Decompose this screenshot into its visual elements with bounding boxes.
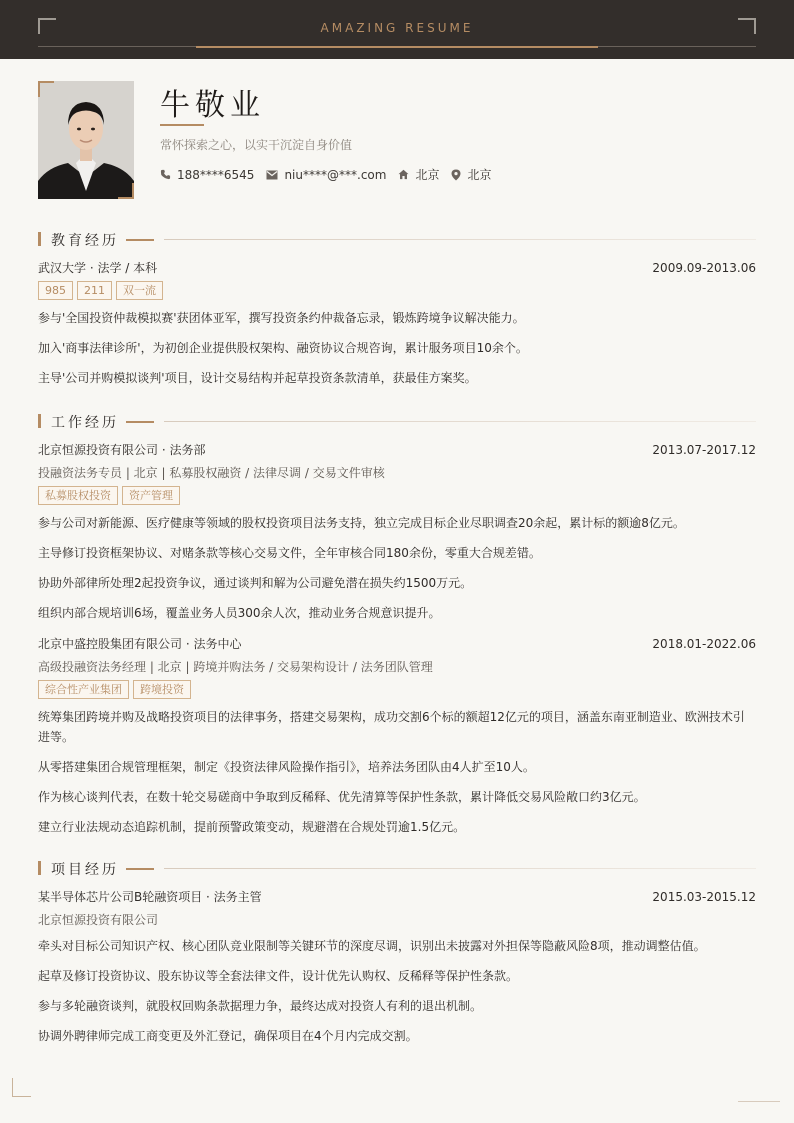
bullet-item: 主导修订投资框架协议、对赌条款等核心交易文件，全年审核合同180余份，零重大合规差错。 [38,546,541,560]
candidate-name: 牛敬业 [160,88,265,123]
bullet-item: 起草及修订投资协议、股东协议等全套法律文件，设计优先认购权、反稀释等保护性条款。 [38,969,519,983]
contact-location-text: 北京 [467,168,492,182]
bullet-item: 加入'商事法律诊所'，为初创企业提供股权架构、融资协议合规咨询，累计服务项目10余个。 [38,341,528,355]
mail-icon [266,170,278,180]
bullet-item: 参与公司对新能源、医疗健康等领域的股权投资项目法务支持，独立完成目标企业尽职调查20余起，累计标的额逾8亿元。 [38,516,685,530]
section-marker [38,414,41,428]
entry-org: 某半导体芯片公司B轮融资项目 · 法务主管 [38,890,262,904]
tag: 综合性产业集团 [38,680,129,699]
contact-email-text: niu****@***.com [284,167,387,182]
bullet-item: 从零搭建集团合规管理框架，制定《投资法律风险操作指引》，培养法务团队由4人扩至10人。 [38,760,535,774]
contact-phone-text: 188****6545 [177,167,255,182]
project-entry [38,888,756,1046]
corner-decoration [12,1078,31,1097]
section-divider [164,421,756,422]
tag: 资产管理 [122,486,180,505]
entry-date: 2009.09-2013.06 [652,261,756,275]
section-title: 教育经历 [51,233,119,249]
corner-decoration [738,1101,780,1102]
tag: 私募股权投资 [38,486,118,505]
contact-hometown [398,166,439,183]
contact-location [451,166,491,183]
bullet-item: 参与多轮融资谈判，就股权回购条款据理力争，最终达成对投资人有利的退出机制。 [38,999,483,1013]
entry-role: 高级投融资法务经理 | 北京 | 跨境并购法务 / 交易架构设计 / 法务团队管理 [38,660,433,674]
bullet-item: 统筹集团跨境并购及战略投资项目的法律事务，搭建交易架构，成功交割6个标的额超12亿元的项目，涵盖东南亚制造业、欧洲技术引进等。 [38,710,745,744]
contact-list [160,166,503,183]
entry-role: 投融资法务专员 | 北京 | 私募股权融资 / 法律尽调 / 交易文件审核 [38,466,385,480]
tag: 985 [38,281,73,300]
section-divider [164,868,756,869]
contact-email[interactable] [266,168,386,182]
bullet-item: 组织内部合规培训6场，覆盖业务人员300余人次，推动业务合规意识提升。 [38,606,441,620]
brand-title: AMAZING RESUME [320,21,474,35]
entry-company: 北京恒源投资有限公司 [38,913,159,927]
projects-section [38,859,756,1046]
header-bar [0,0,794,59]
bullet-item: 牵头对目标公司知识产权、核心团队竞业限制等关键环节的深度尽调，识别出未披露对外担保等隐蔽风险8项，推动调整估值。 [38,939,706,953]
entry-date: 2015.03-2015.12 [652,890,756,904]
section-marker [38,232,41,246]
contact-phone[interactable] [160,168,254,182]
avatar [38,81,134,199]
home-icon [398,169,409,180]
name-underline [160,124,204,126]
section-header [38,412,756,432]
tagline: 常怀探索之心，以实干沉淀自身价值 [160,138,353,152]
section-accent [126,421,154,423]
entry-date: 2018.01-2022.06 [652,637,756,651]
section-marker [38,861,41,875]
entry-org: 北京中盛控股集团有限公司 · 法务中心 [38,637,242,651]
bullet-item: 主导'公司并购模拟谈判'项目，设计交易结构并起草投资条款清单，获最佳方案奖。 [38,371,477,385]
section-title: 项目经历 [51,862,119,878]
bullet-item: 参与'全国投资仲裁模拟赛'获团体亚军，撰写投资条约仲裁备忘录，锻炼跨境争议解决能力。 [38,311,525,325]
entry-org: 北京恒源投资有限公司 · 法务部 [38,443,206,457]
phone-icon [160,169,171,180]
section-title: 工作经历 [51,415,119,431]
section-accent [126,868,154,870]
entry-org: 武汉大学 · 法学 / 本科 [38,261,158,275]
work-section [38,412,756,837]
tag-list [38,281,756,300]
entry-date: 2013.07-2017.12 [652,443,756,457]
divider-accent [196,46,598,48]
tag-list [38,680,756,699]
work-entry [38,635,756,837]
bullet-item: 作为核心谈判代表，在数十轮交易磋商中争取到反稀释、优先清算等保护性条款，累计降低交易风险敞口约3亿元。 [38,790,646,804]
bullet-item: 协助外部律所处理2起投资争议，通过谈判和解为公司避免潜在损失约1500万元。 [38,576,473,590]
photo-corner-accent [118,183,134,199]
contact-hometown-text: 北京 [415,168,440,182]
bullet-item: 建立行业法规动态追踪机制，提前预警政策变动，规避潜在合规处罚逾1.5亿元。 [38,820,466,834]
section-accent [126,239,154,241]
work-entry [38,441,756,623]
section-header [38,859,756,879]
tag-list [38,486,756,505]
tag: 双一流 [116,281,163,300]
photo-corner-accent [38,81,54,97]
bullet-item: 协调外聘律师完成工商变更及外汇登记，确保项目在4个月内完成交割。 [38,1029,418,1043]
education-entry [38,259,756,388]
section-header [38,230,756,250]
tag: 跨境投资 [133,680,191,699]
tag: 211 [77,281,112,300]
section-divider [164,239,756,240]
education-section [38,230,756,388]
location-pin-icon [451,169,461,181]
